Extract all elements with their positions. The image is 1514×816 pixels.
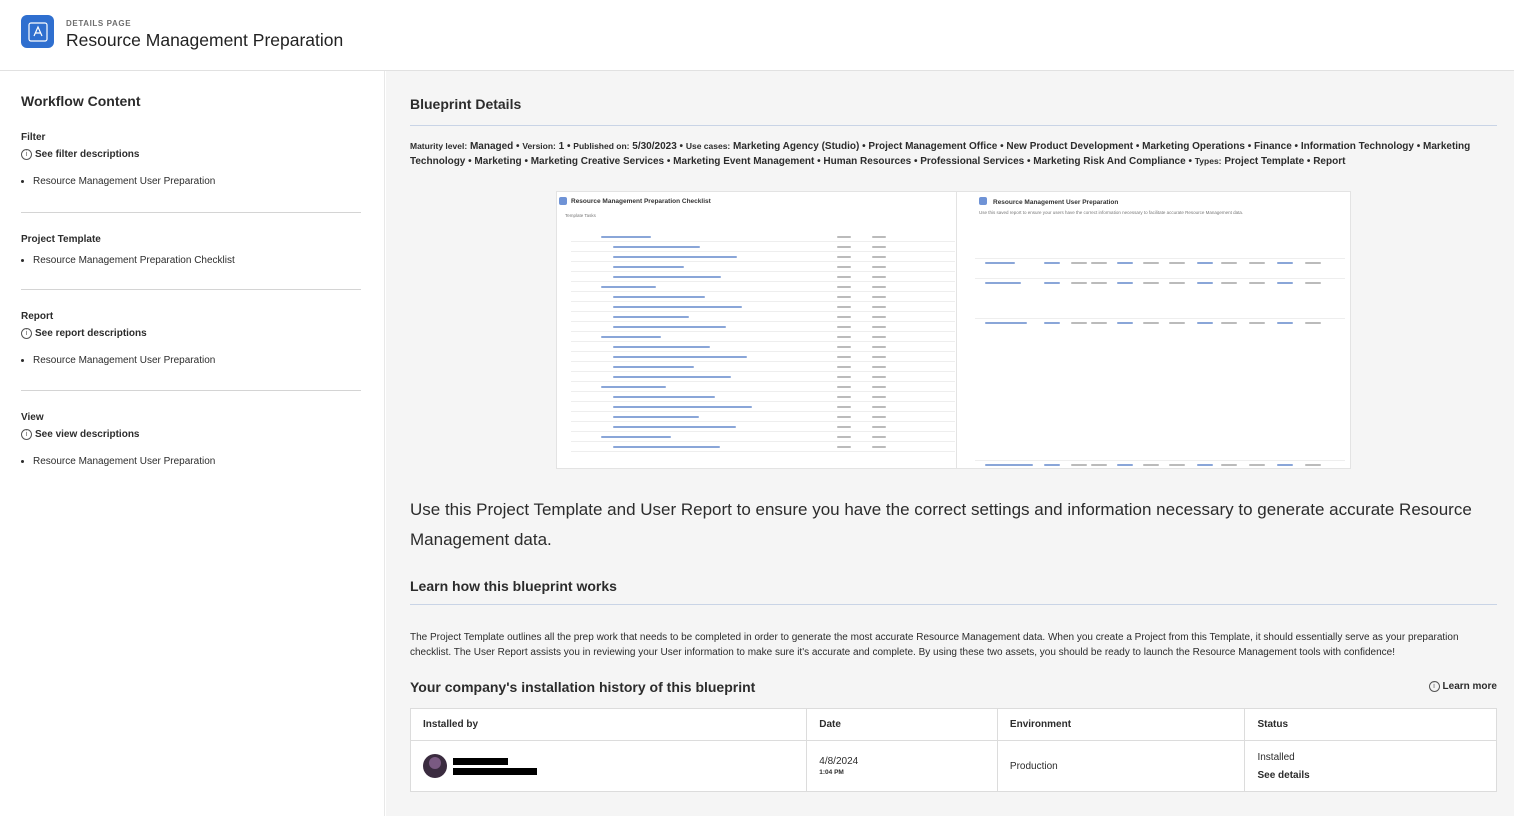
link-label: See filter descriptions: [35, 149, 140, 160]
preview-row-cell: [1091, 282, 1107, 284]
preview-row-line: [571, 271, 955, 272]
table-header-row: [411, 709, 1496, 741]
info-icon: i: [21, 149, 32, 160]
sidebar-group-report: [21, 311, 361, 366]
sidebar-group-title: View: [21, 412, 44, 423]
learn-how-body: The Project Template outlines all the prep work that needs to be completed in order to generate the most accurate Resource Management data. When you create a Project from this Template, it should essentially serve as your preparation checklist. The User Report assists you in reviewing your User information to make sure it's accurate and complete. By using these two assets, you should be ready to launch the Resource Management tools with confidence!: [410, 632, 1459, 658]
preview-row-line: [975, 460, 1345, 461]
project-icon: [559, 197, 567, 205]
preview-row-text: [613, 416, 699, 418]
preview-row-text: [613, 346, 710, 348]
preview-row-cell: [1277, 282, 1293, 284]
preview-row-cell: [837, 336, 851, 338]
preview-row-text: [613, 396, 715, 398]
column-header-status: Status: [1257, 719, 1289, 730]
divider: [410, 125, 1497, 126]
sidebar-group-title: Project Template: [21, 234, 101, 245]
preview-row-cell: [1071, 322, 1087, 324]
preview-row-cell: [1143, 282, 1159, 284]
preview-row-cell: [837, 356, 851, 358]
types-label: Types:: [1194, 156, 1222, 166]
preview-row-cell: [1305, 464, 1321, 466]
preview-row-cell: [837, 326, 851, 328]
preview-row-cell: [837, 436, 851, 438]
preview-row-text: [613, 326, 726, 328]
sidebar-item-label: Resource Management User Preparation: [33, 456, 216, 467]
preview-row-cell: [1143, 464, 1159, 466]
installation-history-title: Your company's installation history of this blueprint: [410, 679, 756, 695]
see-filter-descriptions-link[interactable]: [21, 149, 361, 160]
preview-row-cell: [1249, 322, 1265, 324]
preview-row-cell: [1221, 322, 1237, 324]
preview-row-line: [571, 261, 955, 262]
redaction-bar: [453, 758, 508, 765]
divider: [21, 289, 361, 290]
sidebar-item-view[interactable]: [21, 456, 361, 467]
bullet-icon: [21, 180, 24, 183]
preview-row-cell: [837, 296, 851, 298]
preview-row-text: [613, 446, 720, 448]
preview-row-cell: [1143, 322, 1159, 324]
preview-row-text: [601, 386, 666, 388]
version-value: 1: [558, 141, 565, 152]
preview-row-text: [985, 262, 1015, 264]
main-content: [386, 71, 1514, 816]
sidebar-item-project-template[interactable]: [21, 255, 361, 266]
preview-row-line: [571, 421, 955, 422]
preview-row-cell: [1117, 282, 1133, 284]
blueprint-meta: Maturity level: Managed • Version: 1 • Published on: 5/30/2023 • Use cases: Marketing Agency (Studio) • Project Management Office • New Product Development • Marketing Operations • Finance • Information Technology • Marketing Technology • Marketing • Marketing Creative Services • Marketing Event Management • Human Resources • Professional Services • Marketing Risk And Compliance • Types: Project Template • Report: [410, 141, 1471, 167]
learn-how-title: Learn how this blueprint works: [410, 578, 617, 594]
preview-row-cell: [1091, 464, 1107, 466]
preview-row-cell: [1071, 282, 1087, 284]
preview-row-cell: [837, 416, 851, 418]
preview-row-cell: [837, 406, 851, 408]
preview-row-line: [571, 441, 955, 442]
preview-row-text: [613, 366, 694, 368]
preview-row-text: [613, 246, 700, 248]
page-header: [0, 0, 1514, 71]
preview-row-cell: [837, 346, 851, 348]
preview-row-line: [571, 311, 955, 312]
sidebar-item-report[interactable]: [21, 355, 361, 366]
preview-row-cell: [1305, 322, 1321, 324]
workflow-content-sidebar: [0, 71, 385, 816]
preview-row-cell: [1197, 464, 1213, 466]
preview-row-cell: [872, 366, 886, 368]
preview-row-cell: [1169, 464, 1185, 466]
info-icon: i: [21, 328, 32, 339]
column-header-date: Date: [807, 709, 998, 740]
preview-row-cell: [837, 396, 851, 398]
preview-row-text: [613, 276, 721, 278]
status-value: Installed: [1257, 751, 1295, 763]
preview-row-cell: [872, 376, 886, 378]
preview-row-line: [571, 361, 955, 362]
preview-row-line: [571, 321, 955, 322]
blueprint-lead-text: Use this Project Template and User Report to ensure you have the correct settings and information necessary to generate accurate Resource Management data.: [410, 500, 1472, 549]
preview-row-cell: [837, 446, 851, 448]
preview-row-text: [601, 436, 671, 438]
sidebar-title: Workflow Content: [21, 93, 141, 109]
installed-by-cell: [411, 741, 807, 791]
info-icon: i: [21, 429, 32, 440]
redaction-bar: [453, 768, 537, 775]
preview-row-cell: [872, 426, 886, 428]
blueprint-icon: [21, 15, 54, 48]
preview-row-line: [571, 451, 955, 452]
preview-row-text: [613, 406, 752, 408]
redacted-user-name: [453, 758, 537, 775]
sidebar-group-project-template: [21, 234, 361, 266]
sidebar-item-label: Resource Management User Preparation: [33, 176, 216, 187]
preview-row-cell: [872, 336, 886, 338]
divider: [410, 604, 1497, 605]
preview-row-cell: [837, 276, 851, 278]
installation-history-table: [410, 708, 1497, 792]
preview-row-cell: [872, 436, 886, 438]
preview-row-line: [571, 341, 955, 342]
preview-row-cell: [1249, 262, 1265, 264]
page-eyebrow: DETAILS PAGE: [66, 19, 132, 28]
sidebar-group-title: Report: [21, 311, 54, 322]
preview-row-text: [985, 464, 1033, 466]
preview-row-cell: [1197, 262, 1213, 264]
see-details-link[interactable]: See details: [1257, 769, 1310, 781]
preview-row-cell: [837, 256, 851, 258]
preview-row-line: [975, 258, 1345, 259]
preview-row-cell: [837, 246, 851, 248]
preview-row-cell: [1091, 322, 1107, 324]
info-icon: i: [1429, 681, 1440, 692]
preview-row-line: [975, 318, 1345, 319]
preview-row-cell: [1169, 282, 1185, 284]
link-label: See view descriptions: [35, 429, 140, 440]
preview-row-cell: [1044, 282, 1060, 284]
column-header-environment: Environment: [998, 709, 1246, 740]
preview-row-cell: [837, 286, 851, 288]
preview-row-cell: [872, 286, 886, 288]
sidebar-item-label: Resource Management User Preparation: [33, 355, 216, 366]
preview-row-cell: [837, 386, 851, 388]
preview-row-cell: [872, 276, 886, 278]
preview-row-line: [571, 331, 955, 332]
preview-row-cell: [1221, 262, 1237, 264]
bullet-icon: [21, 460, 24, 463]
preview-row-cell: [872, 236, 886, 238]
preview-row-cell: [1117, 322, 1133, 324]
preview-row-cell: [837, 306, 851, 308]
column-header-installed-by: Installed by: [411, 709, 807, 740]
sidebar-group-view: [21, 412, 361, 467]
preview-row-cell: [1305, 282, 1321, 284]
sidebar-item-label: Resource Management Preparation Checklist: [33, 255, 235, 266]
preview-row-cell: [872, 386, 886, 388]
preview-row-cell: [1071, 262, 1087, 264]
preview-row-text: [601, 286, 656, 288]
preview-row-cell: [872, 316, 886, 318]
preview-row-cell: [837, 316, 851, 318]
preview-row-text: [601, 336, 661, 338]
published-value: 5/30/2023: [632, 141, 677, 152]
preview-row-text: [985, 322, 1027, 324]
preview-row-line: [571, 391, 955, 392]
preview-left-title: Resource Management Preparation Checklist: [571, 198, 711, 205]
preview-report: [959, 192, 1351, 469]
preview-row-line: [571, 401, 955, 402]
learn-more-link[interactable]: [1429, 681, 1497, 692]
preview-row-cell: [1221, 464, 1237, 466]
preview-row-text: [601, 236, 651, 238]
preview-row-cell: [872, 326, 886, 328]
preview-row-text: [613, 306, 742, 308]
see-view-descriptions-link[interactable]: [21, 429, 361, 440]
preview-right-sub: Use this saved report to ensure your users have the correct information necessary to facilitate accurate Resource Management data.: [979, 210, 1244, 215]
date-cell: [807, 741, 998, 791]
preview-right-title: Resource Management User Preparation: [993, 199, 1119, 206]
preview-row-line: [975, 278, 1345, 279]
bullet-icon: [21, 359, 24, 362]
preview-row-cell: [1305, 262, 1321, 264]
preview-row-cell: [872, 406, 886, 408]
preview-row-line: [571, 251, 955, 252]
preview-row-line: [571, 301, 955, 302]
preview-row-cell: [1197, 282, 1213, 284]
preview-row-text: [613, 256, 737, 258]
environment-cell: Production: [998, 741, 1246, 791]
preview-row-cell: [872, 396, 886, 398]
preview-row-cell: [1143, 262, 1159, 264]
preview-row-text: [985, 282, 1021, 284]
divider: [21, 390, 361, 391]
preview-left-sub: Template Tasks: [565, 213, 596, 218]
preview-row-cell: [1249, 464, 1265, 466]
preview-row-cell: [872, 416, 886, 418]
bullet-icon: [21, 259, 24, 262]
preview-row-cell: [1117, 464, 1133, 466]
install-time: 1:04 PM: [819, 769, 844, 776]
page-title: Resource Management Preparation: [66, 30, 344, 50]
blueprint-details-title: Blueprint Details: [410, 96, 522, 112]
preview-row-line: [571, 381, 955, 382]
preview-row-cell: [1277, 262, 1293, 264]
preview-row-cell: [1169, 262, 1185, 264]
preview-row-text: [613, 296, 705, 298]
preview-row-cell: [1249, 282, 1265, 284]
preview-row-cell: [872, 346, 886, 348]
published-label: Published on:: [573, 141, 630, 151]
status-cell: [1245, 741, 1496, 791]
preview-row-line: [571, 291, 955, 292]
blueprint-preview-image: [556, 191, 1351, 469]
preview-row-cell: [1044, 464, 1060, 466]
preview-row-cell: [1277, 322, 1293, 324]
preview-checklist: [557, 192, 957, 469]
learn-more-label: Learn more: [1442, 681, 1497, 692]
preview-row-line: [571, 281, 955, 282]
sidebar-group-title: Filter: [21, 132, 46, 143]
preview-row-line: [571, 431, 955, 432]
usecases-label: Use cases:: [685, 141, 731, 151]
install-date: 4/8/2024: [819, 756, 859, 767]
preview-row-cell: [872, 306, 886, 308]
preview-row-cell: [1197, 322, 1213, 324]
preview-row-cell: [1071, 464, 1087, 466]
preview-row-cell: [1117, 262, 1133, 264]
preview-row-line: [571, 371, 955, 372]
preview-row-text: [613, 316, 689, 318]
preview-row-cell: [1277, 464, 1293, 466]
sidebar-item-filter[interactable]: [21, 176, 361, 187]
preview-row-text: [613, 376, 731, 378]
types-value: Project Template • Report: [1224, 156, 1346, 167]
preview-row-line: [571, 351, 955, 352]
preview-row-cell: [872, 266, 886, 268]
preview-row-cell: [872, 246, 886, 248]
preview-row-cell: [872, 356, 886, 358]
divider: [21, 212, 361, 213]
maturity-value: Managed: [469, 141, 514, 152]
preview-row-cell: [837, 376, 851, 378]
table-row: [411, 741, 1496, 791]
preview-row-text: [613, 356, 747, 358]
preview-row-cell: [1091, 262, 1107, 264]
preview-row-line: [571, 241, 955, 242]
preview-row-cell: [1044, 262, 1060, 264]
link-label: See report descriptions: [35, 328, 147, 339]
sidebar-group-filter: [21, 132, 361, 187]
preview-row-cell: [872, 256, 886, 258]
preview-row-cell: [872, 446, 886, 448]
see-report-descriptions-link[interactable]: [21, 328, 361, 339]
preview-row-cell: [837, 236, 851, 238]
preview-row-cell: [1044, 322, 1060, 324]
preview-row-text: [613, 266, 684, 268]
version-label: Version:: [522, 141, 556, 151]
avatar: [423, 754, 447, 778]
preview-row-text: [613, 426, 736, 428]
preview-row-line: [571, 411, 955, 412]
blueprint-card: [386, 71, 1514, 816]
preview-row-cell: [837, 426, 851, 428]
preview-row-cell: [837, 266, 851, 268]
maturity-label: Maturity level:: [410, 141, 468, 151]
preview-row-cell: [872, 296, 886, 298]
preview-row-cell: [837, 366, 851, 368]
usecases-value: Marketing Agency (Studio) • Project Management Office • New Product Development • Marketing Operations • Finance • Information Technology • Marketing Technology • Marketing • Marketing Creative Services • Marketing Event Management • Human Resources • Professional Services • Marketing Risk And Compliance: [410, 141, 1471, 167]
preview-row-cell: [1221, 282, 1237, 284]
report-icon: [979, 197, 987, 205]
preview-row-cell: [1169, 322, 1185, 324]
